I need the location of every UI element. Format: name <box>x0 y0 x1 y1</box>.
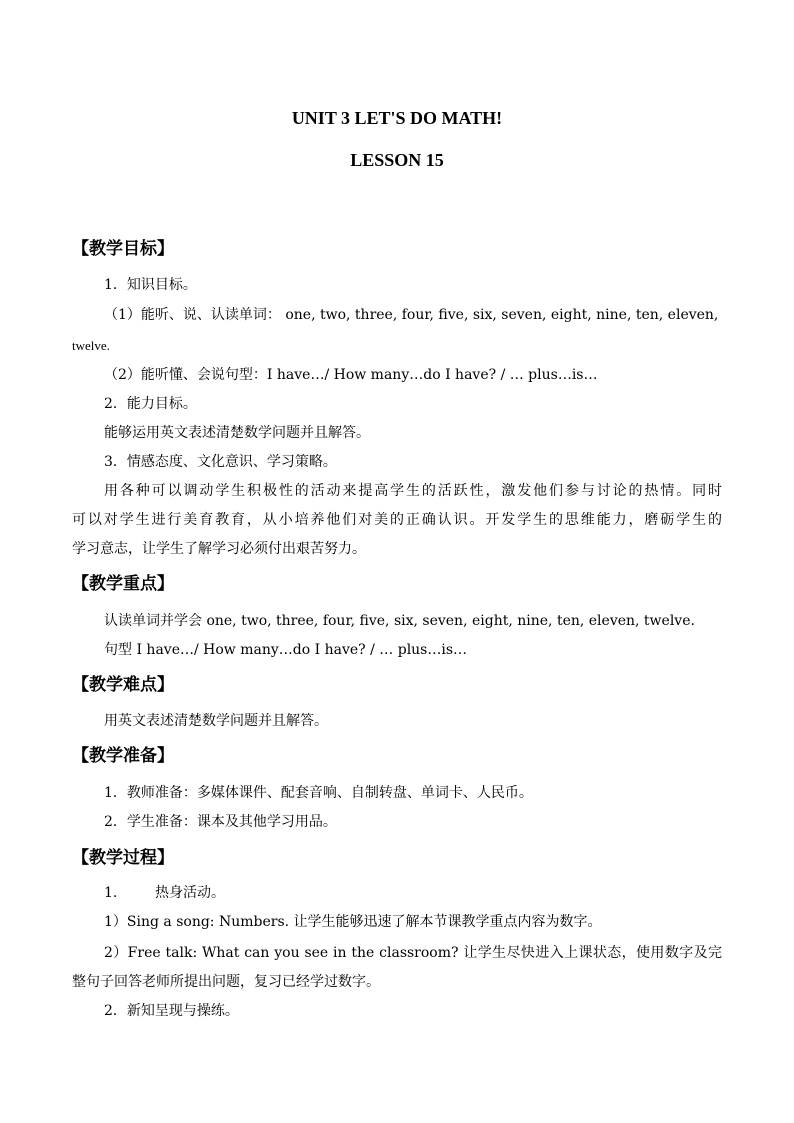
objectives-item-3-line-3: 学习意志，让学生了解学习必须付出艰苦努力。 <box>72 541 366 557</box>
process-step-1-a: 1）Sing a song: Numbers. 让学生能够迅速了解本节课教学重点内容为数字。 <box>104 914 602 930</box>
objectives-item-3-line-1: 用各种可以调动学生积极性的活动来提高学生的活跃性，激发他们参与讨论的热情。同时 <box>104 483 722 499</box>
objectives-sub-2: （2）能听懂、会说句型：I have…/ How many…do I have? / … plus…is… <box>104 367 598 383</box>
process-step-2: 2．新知呈现与操练。 <box>104 1003 239 1019</box>
objectives-item-3-line-2: 可以对学生进行美育教育，从小培养他们对美的正确认识。开发学生的思维能力，磨砺学生的 <box>72 512 722 528</box>
objectives-item-2-text: 能够运用英文表述清楚数学问题并且解答。 <box>104 425 370 441</box>
objectives-item-1: 1．知识目标。 <box>104 277 197 293</box>
process-step-1-b-line-2: 整句子回答老师所提出问题，复习已经学过数字。 <box>72 974 380 990</box>
objectives-heading: 【教学目标】 <box>72 239 174 259</box>
key-points-heading: 【教学重点】 <box>72 574 174 594</box>
preparation-line-2: 2．学生准备：课本及其他学习用品。 <box>104 814 337 830</box>
difficulties-line-1: 用英文表述清楚数学问题并且解答。 <box>104 713 328 729</box>
key-points-line-1: 认读单词并学会 one, two, three, four, five, six, seven, eight, nine, ten, eleven, twelve. <box>104 613 695 629</box>
objectives-item-3: 3．情感态度、文化意识、学习策略。 <box>104 454 337 470</box>
process-step-1-b-line-1: 2）Free talk: What can you see in the classroom? 让学生尽快进入上课状态，使用数字及完 <box>104 945 722 961</box>
objectives-item-2: 2．能力目标。 <box>104 396 197 412</box>
difficulties-heading: 【教学难点】 <box>72 675 174 695</box>
lesson-title: LESSON 15 <box>350 150 444 170</box>
objectives-sub-1-line-2: twelve. <box>72 338 110 353</box>
objectives-sub-1-line-1: （1）能听、说、认读单词： one, two, three, four, five, six, seven, eight, nine, ten, eleven, <box>104 307 719 323</box>
process-heading: 【教学过程】 <box>72 848 174 868</box>
unit-title: UNIT 3 LET'S DO MATH! <box>291 108 503 128</box>
process-step-1-text: 热身活动。 <box>155 885 225 901</box>
process-step-1-number: 1. <box>104 885 118 901</box>
preparation-line-1: 1．教师准备：多媒体课件、配套音响、自制转盘、单词卡、人民币。 <box>104 785 533 801</box>
key-points-line-2: 句型 I have…/ How many…do I have? / … plus…is… <box>104 642 468 658</box>
preparation-heading: 【教学准备】 <box>72 746 174 766</box>
